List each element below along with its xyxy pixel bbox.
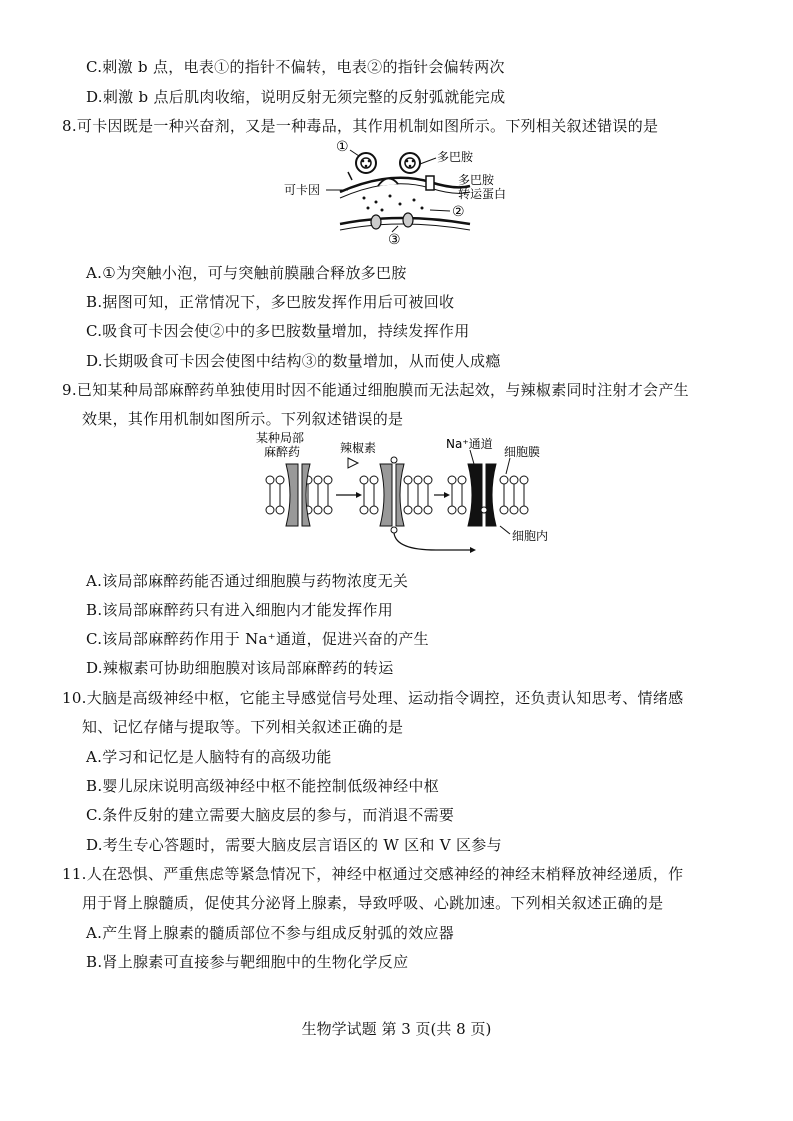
q10-stem-line1: 10.大脑是高级神经中枢，它能主导感觉信号处理、运动指令调控，还负责认知思考、情绪感: [62, 689, 684, 707]
q10-stem-line2: 知、记忆存储与提取等。下列相关叙述正确的是: [82, 718, 404, 736]
q7-option-d: D.刺激 b 点后肌肉收缩，说明反射无须完整的反射弧就能完成: [86, 88, 506, 106]
q9-stem-line1: 9.已知某种局部麻醉药单独使用时因不能通过细胞膜而无法起效，与辣椒素同时注射才会产生: [62, 381, 689, 399]
fig9-capsaicin-label: 辣椒素: [340, 441, 377, 455]
q11-option-b: B.肾上腺素可直接参与靶细胞中的生物化学反应: [86, 953, 409, 971]
q11-stem-line2: 用于肾上腺髓质，促使其分泌肾上腺素，导致呼吸、心跳加速。下列相关叙述正确的是: [82, 894, 664, 912]
q9-option-c: C.该局部麻醉药作用于 Na⁺通道，促进兴奋的产生: [86, 630, 429, 648]
fig8-label-3: ③: [388, 232, 401, 248]
fig9-membrane-label: 细胞膜: [504, 445, 541, 459]
q10-option-c: C.条件反射的建立需要大脑皮层的参与，而消退不需要: [86, 806, 455, 824]
q8-option-d: D.长期吸食可卡因会使图中结构③的数量增加，从而使人成瘾: [86, 352, 501, 370]
fig8-transporter-label-2: 转运蛋白: [458, 187, 507, 201]
figure-q9-channel: [256, 430, 556, 555]
fig8-cocaine-label: 可卡因: [284, 183, 321, 197]
q11-option-a: A.产生肾上腺素的髓质部位不参与组成反射弧的效应器: [86, 924, 455, 942]
q11-stem-line1: 11.人在恐惧、严重焦虑等紧急情况下，神经中枢通过交感神经的神经末梢释放神经递质，作: [62, 865, 684, 883]
fig9-na-channel-label: Na⁺通道: [446, 437, 493, 451]
q8-option-b: B.据图可知，正常情况下，多巴胺发挥作用后可被回收: [86, 293, 455, 311]
figure-q8-synapse: [280, 136, 520, 248]
page-footer: 生物学试题 第 3 页(共 8 页): [301, 1020, 492, 1038]
q10-option-d: D.考生专心答题时，需要大脑皮层言语区的 W 区和 V 区参与: [86, 836, 502, 854]
q9-stem-line2: 效果，其作用机制如图所示。下列叙述错误的是: [82, 410, 404, 428]
fig8-transporter-label-1: 多巴胺: [458, 173, 495, 187]
fig9-inside-label: 细胞内: [512, 529, 549, 543]
fig9-anesthetic-label-1: 某种局部: [256, 431, 305, 445]
fig8-label-2: ②: [452, 204, 465, 220]
fig8-label-1: ①: [336, 139, 349, 155]
fig8-dopamine-label: 多巴胺: [437, 150, 474, 164]
q9-option-b: B.该局部麻醉药只有进入细胞内才能发挥作用: [86, 601, 394, 619]
q10-option-b: B.婴儿尿床说明高级神经中枢不能控制低级神经中枢: [86, 777, 439, 795]
q10-option-a: A.学习和记忆是人脑特有的高级功能: [86, 748, 332, 766]
q8-option-c: C.吸食可卡因会使②中的多巴胺数量增加，持续发挥作用: [86, 322, 470, 340]
q8-option-a: A.①为突触小泡，可与突触前膜融合释放多巴胺: [86, 264, 407, 282]
q9-option-a: A.该局部麻醉药能否通过细胞膜与药物浓度无关: [86, 572, 409, 590]
q8-stem: 8.可卡因既是一种兴奋剂，又是一种毒品，其作用机制如图所示。下列相关叙述错误的是: [62, 117, 659, 135]
fig9-anesthetic-label-2: 麻醉药: [264, 445, 301, 459]
q9-option-d: D.辣椒素可协助细胞膜对该局部麻醉药的转运: [86, 659, 394, 677]
q7-option-c: C.刺激 b 点，电表①的指针不偏转，电表②的指针会偏转两次: [86, 58, 505, 76]
